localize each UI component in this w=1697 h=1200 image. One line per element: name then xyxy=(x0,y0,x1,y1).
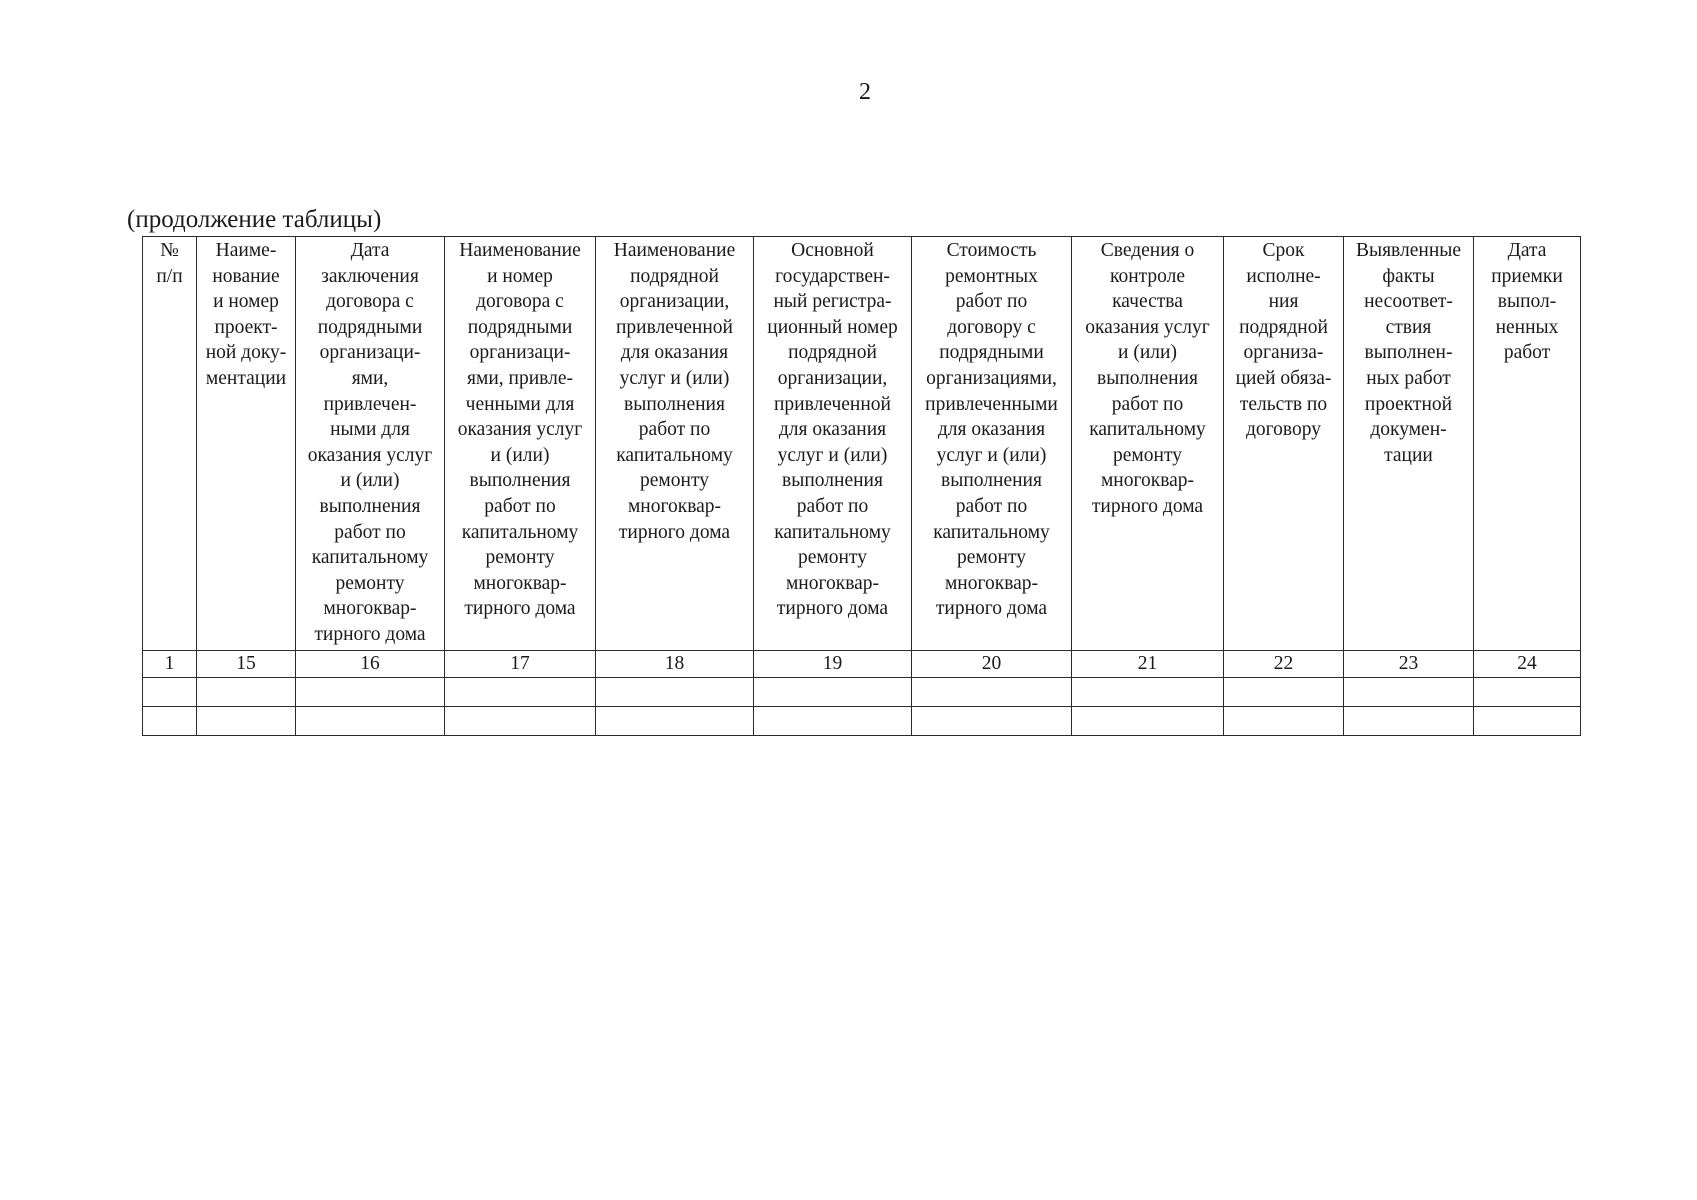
header-cell-contract-date: Дата заключения договора с подрядными организаци- ями, привлечен- ными для оказания услуг и (или) выполнения работ по капитальному ремонту многоквар- тирного дома xyxy=(296,237,445,651)
page-number: 2 xyxy=(859,79,871,105)
header-cell-contractor-ogrn: Основной государствен- ный регистра- ционный номер подрядной организации, привлеченной для оказания услуг и (или) выполнения работ по капитальному ремонту многоквар- тирного дома xyxy=(754,237,912,651)
empty-cell xyxy=(1344,678,1474,707)
empty-cell xyxy=(754,707,912,736)
column-number-row xyxy=(143,651,1581,678)
column-number-cell: 23 xyxy=(1344,651,1474,678)
column-number-cell: 19 xyxy=(754,651,912,678)
header-cell-contract-name-number: Наименование и номер договора с подрядными организаци- ями, привле- ченными для оказания услуг и (или) выполнения работ по капитальному ремонту многоквар- тирного дома xyxy=(445,237,596,651)
header-cell-contractor-name: Наименование подрядной организации, привлеченной для оказания услуг и (или) выполнения работ по капитальному ремонту многоквар- тирного дома xyxy=(596,237,754,651)
empty-cell xyxy=(1072,707,1224,736)
empty-table-row xyxy=(143,678,1581,707)
empty-cell xyxy=(596,707,754,736)
table-header-row xyxy=(143,237,1581,651)
column-number-cell: 24 xyxy=(1474,651,1581,678)
header-cell-quality-control: Сведения о контроле качества оказания услуг и (или) выполнения работ по капитальному ремонту многоквар- тирного дома xyxy=(1072,237,1224,651)
empty-cell xyxy=(596,678,754,707)
header-cell-repair-cost: Стоимость ремонтных работ по договору с подрядными организациями, привлеченными для оказания услуг и (или) выполнения работ по капитальному ремонту многоквар- тирного дома xyxy=(912,237,1072,651)
empty-cell xyxy=(1474,678,1581,707)
header-cell-acceptance-date: Дата приемки выпол- ненных работ xyxy=(1474,237,1581,651)
column-number-cell: 21 xyxy=(1072,651,1224,678)
empty-cell xyxy=(912,678,1072,707)
column-number-cell: 22 xyxy=(1224,651,1344,678)
empty-cell xyxy=(445,678,596,707)
empty-cell xyxy=(1344,707,1474,736)
empty-cell xyxy=(912,707,1072,736)
empty-cell xyxy=(1224,678,1344,707)
header-cell-project-documentation: Наиме- нование и номер проект- ной доку- ментации xyxy=(197,237,296,651)
empty-cell xyxy=(445,707,596,736)
report-table xyxy=(142,236,1581,736)
column-number-cell: 20 xyxy=(912,651,1072,678)
empty-table-row xyxy=(143,707,1581,736)
empty-cell xyxy=(197,707,296,736)
column-number-cell: 17 xyxy=(445,651,596,678)
empty-cell xyxy=(143,707,197,736)
empty-cell xyxy=(1072,678,1224,707)
empty-cell xyxy=(754,678,912,707)
header-cell-number: № п/п xyxy=(143,237,197,651)
empty-cell xyxy=(1474,707,1581,736)
header-cell-nonconformities: Выявленные факты несоответ- ствия выполнен- ных работ проектной докумен- тации xyxy=(1344,237,1474,651)
empty-cell xyxy=(197,678,296,707)
empty-cell xyxy=(296,707,445,736)
empty-cell xyxy=(296,678,445,707)
column-number-cell: 15 xyxy=(197,651,296,678)
column-number-cell: 1 xyxy=(143,651,197,678)
column-number-cell: 16 xyxy=(296,651,445,678)
column-number-cell: 18 xyxy=(596,651,754,678)
header-cell-execution-term: Срок исполне- ния подрядной организа- цией обяза- тельств по договору xyxy=(1224,237,1344,651)
table-continuation-caption: (продолжение таблицы) xyxy=(127,206,382,233)
empty-cell xyxy=(1224,707,1344,736)
empty-cell xyxy=(143,678,197,707)
